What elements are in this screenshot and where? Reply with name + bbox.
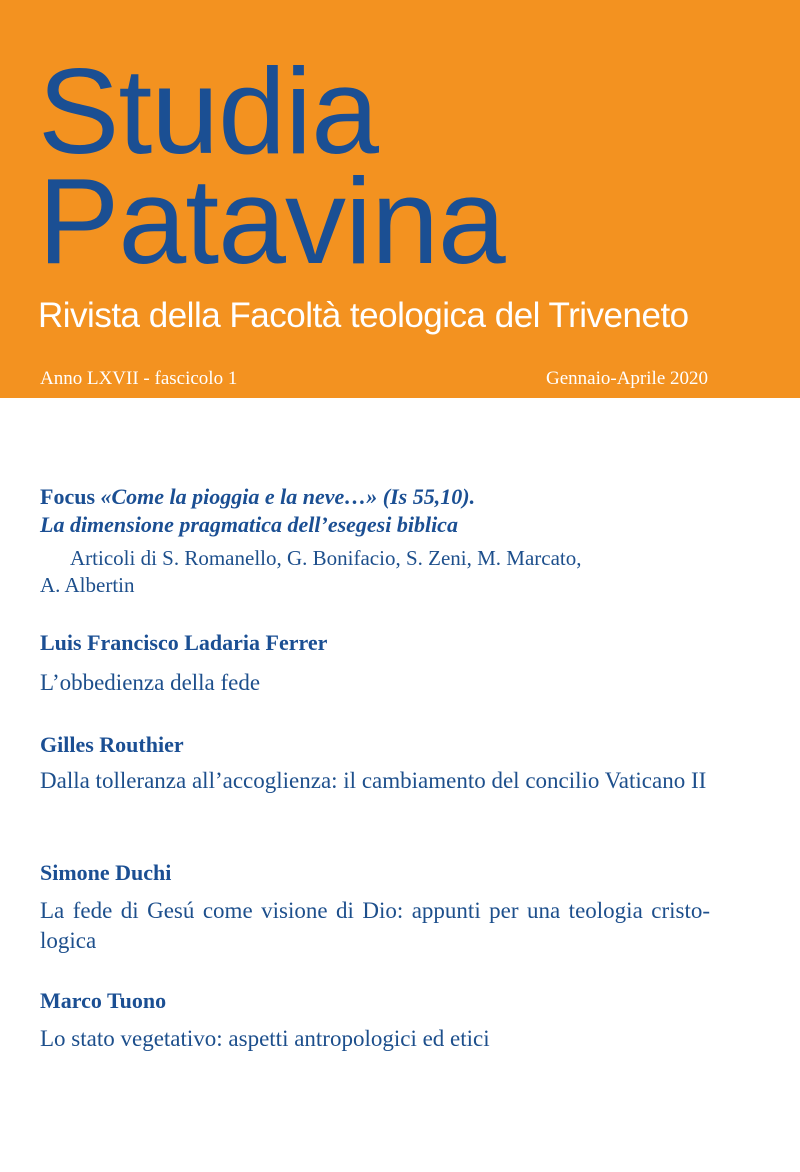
- focus-authors: [40, 545, 710, 599]
- article-title: Dalla tolleranza all’accoglienza: il cambiamento del concilio Vaticano II: [40, 768, 707, 793]
- article-title: La fede di Gesú come visione di Dio: appunti per una teologia cristo-logica: [40, 898, 710, 953]
- article-title: Lo stato vegetativo: aspetti antropologici ed etici: [40, 1026, 490, 1051]
- article-title: L’obbedienza della fede: [40, 670, 261, 695]
- article-author: Luis Francisco Ladaria Ferrer: [40, 630, 328, 655]
- article-author: Gilles Routhier: [40, 732, 184, 757]
- focus-title: [40, 483, 710, 539]
- article-author: Marco Tuono: [40, 988, 167, 1013]
- focus-label: Focus: [40, 484, 95, 509]
- journal-subtitle: Rivista della Facoltà teologica del Triveneto: [38, 296, 689, 335]
- focus-authors-line1: Articoli di S. Romanello, G. Bonifacio, S. Zeni, M. Marcato,: [70, 546, 582, 570]
- journal-title-line2: Patavina: [38, 153, 505, 289]
- focus-authors-line2: A. Albertin: [40, 573, 135, 597]
- article-author: Simone Duchi: [40, 860, 172, 885]
- journal-title-line1: Studia: [38, 43, 378, 179]
- cover-header: [0, 0, 800, 398]
- focus-title-line2: La dimensione pragmatica dell’esegesi biblica: [40, 512, 458, 537]
- issue-info: Anno LXVII - fascicolo 1: [40, 368, 238, 389]
- focus-title-line1: «Come la pioggia e la neve…» (Is 55,10).: [100, 484, 476, 509]
- issue-date: Gennaio-Aprile 2020: [546, 368, 708, 389]
